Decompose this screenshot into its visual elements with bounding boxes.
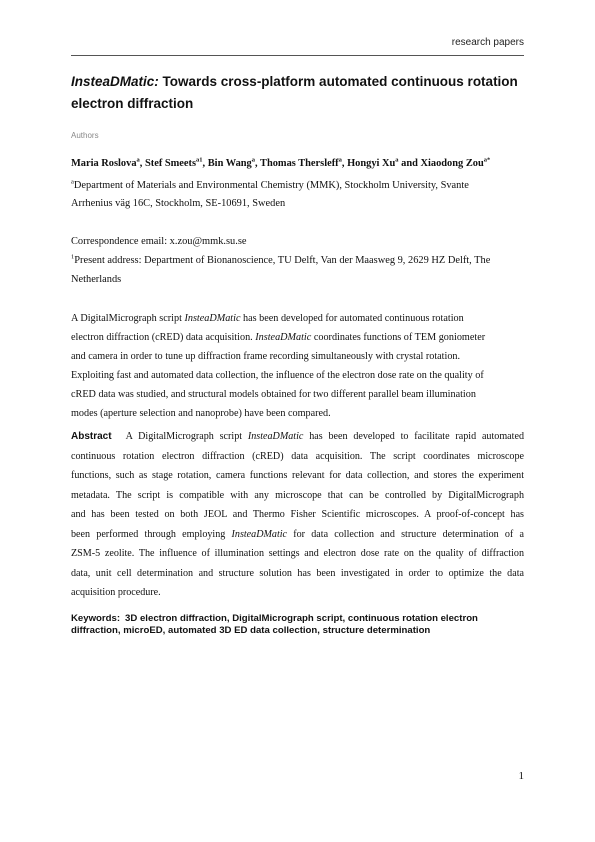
title-software-name: InsteaDMatic:: [71, 74, 159, 89]
abstract-software-name: InsteaDMatic: [231, 528, 288, 540]
present-address-line-1: [71, 255, 490, 266]
title-text: Towards cross-platform automated continuous rotation electron diffraction: [71, 74, 518, 111]
author-affiliation-mark: a*: [483, 156, 491, 164]
abstract-line: functions, such as stage rotation, camera functions relevant for data collection, and stores the experiment: [71, 470, 524, 481]
abstract-line: [71, 529, 524, 544]
present-address-mark: 1: [71, 253, 75, 261]
synopsis-line: cRED data was studied, and structural models obtained for two different parallel beam illumination: [71, 389, 476, 400]
synopsis-line: and camera in order to tune up diffraction frame recording simultaneously with crystal rotation.: [71, 351, 461, 362]
author-separator: ,: [139, 158, 145, 169]
synopsis-line: [71, 332, 485, 343]
present-address-line-2: Netherlands: [71, 274, 122, 285]
author-list: [71, 158, 490, 169]
synopsis-text: coordinates functions of TEM goniometer: [311, 332, 486, 343]
running-header: research papers: [451, 37, 524, 48]
affiliation-mark: a: [71, 178, 74, 186]
abstract-line: and has been tested on both JEOL and Thermo Fisher Scientific microscopes. A proof-of-concept has: [71, 509, 524, 520]
affiliation-line-2: Arrhenius väg 16C, Stockholm, SE-10691, Sweden: [71, 198, 286, 209]
correspondence-email[interactable]: Correspondence email: x.zou@mmk.su.se: [71, 236, 247, 247]
synopsis-line: Exploiting fast and automated data collection, the influence of the electron dose rate on the quality of: [71, 370, 484, 381]
abstract-text: has been developed to facilitate rapid automated: [303, 431, 524, 442]
affiliation-line-1: [71, 180, 469, 191]
abstract-line: continuous rotation electron diffraction (cRED) data acquisition. The script coordinates microscope: [71, 450, 524, 462]
affiliation-text: Department of Materials and Environmental Chemistry (MMK), Stockholm University, Svante: [73, 180, 469, 191]
author-separator: and: [398, 158, 421, 169]
synopsis-line: [71, 313, 464, 324]
synopsis-text: has been developed for automated continuous rotation: [240, 313, 464, 324]
abstract-software-name: InsteaDMatic: [247, 431, 304, 442]
author-affiliation-mark: a: [136, 156, 140, 164]
abstract-line: ZSM-5 zeolite. The influence of illumination settings and electron dose rate on the quality of diffraction: [71, 548, 524, 559]
authors-label: Authors: [71, 131, 99, 140]
author-name: Xiaodong Zou: [420, 158, 484, 169]
abstract-line: data, unit cell determination and structure solution has been investigated in order to optimize the data: [71, 567, 524, 579]
abstract-line: acquisition procedure.: [71, 587, 161, 598]
synopsis-text: A DigitalMicrograph script: [71, 313, 185, 324]
author-name: Stef Smeets: [144, 158, 197, 169]
author-affiliation-mark: a: [338, 156, 342, 164]
paper-title: [71, 71, 526, 115]
author-name: Bin Wang: [207, 158, 252, 169]
present-address-text: Present address: Department of Bionanoscience, TU Delft, Van der Maasweg 9, 2629 HZ Delft, The: [74, 255, 491, 266]
author-affiliation-mark: a: [251, 156, 255, 164]
author-affiliation-mark: a1: [196, 156, 203, 164]
abstract-text: been performed through employing: [71, 528, 232, 540]
author-separator: ,: [202, 158, 208, 169]
keywords: [71, 613, 524, 637]
abstract-text: for data collection and structure determination of a: [287, 528, 524, 540]
synopsis-software-name: InsteaDMatic: [255, 332, 312, 343]
abstract-line: metadata. The script is compatible with any microscope that can be controlled by DigitalMicrograph: [71, 489, 524, 501]
page-number: 1: [518, 770, 524, 782]
synopsis-text: electron diffraction (cRED) data acquisition.: [71, 332, 256, 343]
author-name: Maria Roslova: [71, 158, 137, 169]
keywords-label: Keywords:: [71, 613, 121, 624]
author-separator: ,: [255, 158, 261, 169]
author-separator: ,: [341, 158, 348, 169]
header-rule: [71, 55, 524, 56]
abstract-heading: Abstract: [71, 431, 112, 442]
abstract-text: A DigitalMicrograph script: [125, 431, 248, 442]
author-name: Hongyi Xu: [347, 158, 396, 169]
author-affiliation-mark: a: [395, 156, 399, 164]
abstract-line: [71, 431, 524, 446]
synopsis-line: modes (aperture selection and nanoprobe) have been compared.: [71, 408, 331, 419]
keywords-text: 3D electron diffraction, DigitalMicrograph script, continuous rotation electron diffraction, microED, automated 3D ED data collection, structure determination: [71, 613, 478, 636]
synopsis-software-name: InsteaDMatic: [184, 313, 241, 324]
author-name: Thomas Thersleff: [260, 158, 339, 169]
